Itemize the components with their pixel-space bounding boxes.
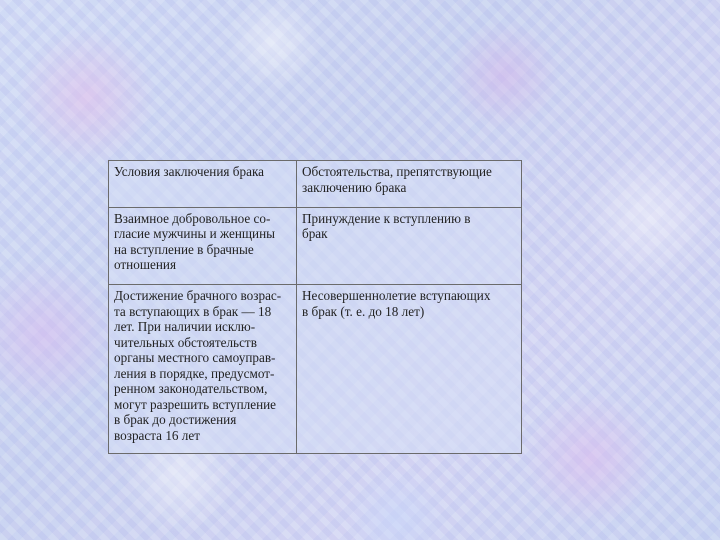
table-row	[109, 285, 522, 454]
table-cell-obstacle: Принуждение к вступлению в брак	[297, 207, 522, 284]
marriage-conditions-table	[108, 160, 522, 454]
table-header-row	[109, 161, 522, 208]
table-cell-condition: Взаимное добровольное со- гласие мужчины и женщины на вступление в брачные отношения	[109, 207, 297, 284]
table-cell-condition: Достижение брачного возрас- та вступающих в брак — 18 лет. При наличии исклю- чительных обстоятельств органы местного самоуправ- ления в порядке, предусмот- ренном законодательством, могут разрешить вступление в брак до достижения возраста 16 лет	[109, 285, 297, 454]
table-cell-obstacle: Несовершеннолетие вступающих в брак (т. е. до 18 лет)	[297, 285, 522, 454]
table-row	[109, 207, 522, 284]
header-cell-obstacles: Обстоятельства, препятствующие заключению брака	[297, 161, 522, 208]
header-cell-conditions: Условия заключения брака	[109, 161, 297, 208]
